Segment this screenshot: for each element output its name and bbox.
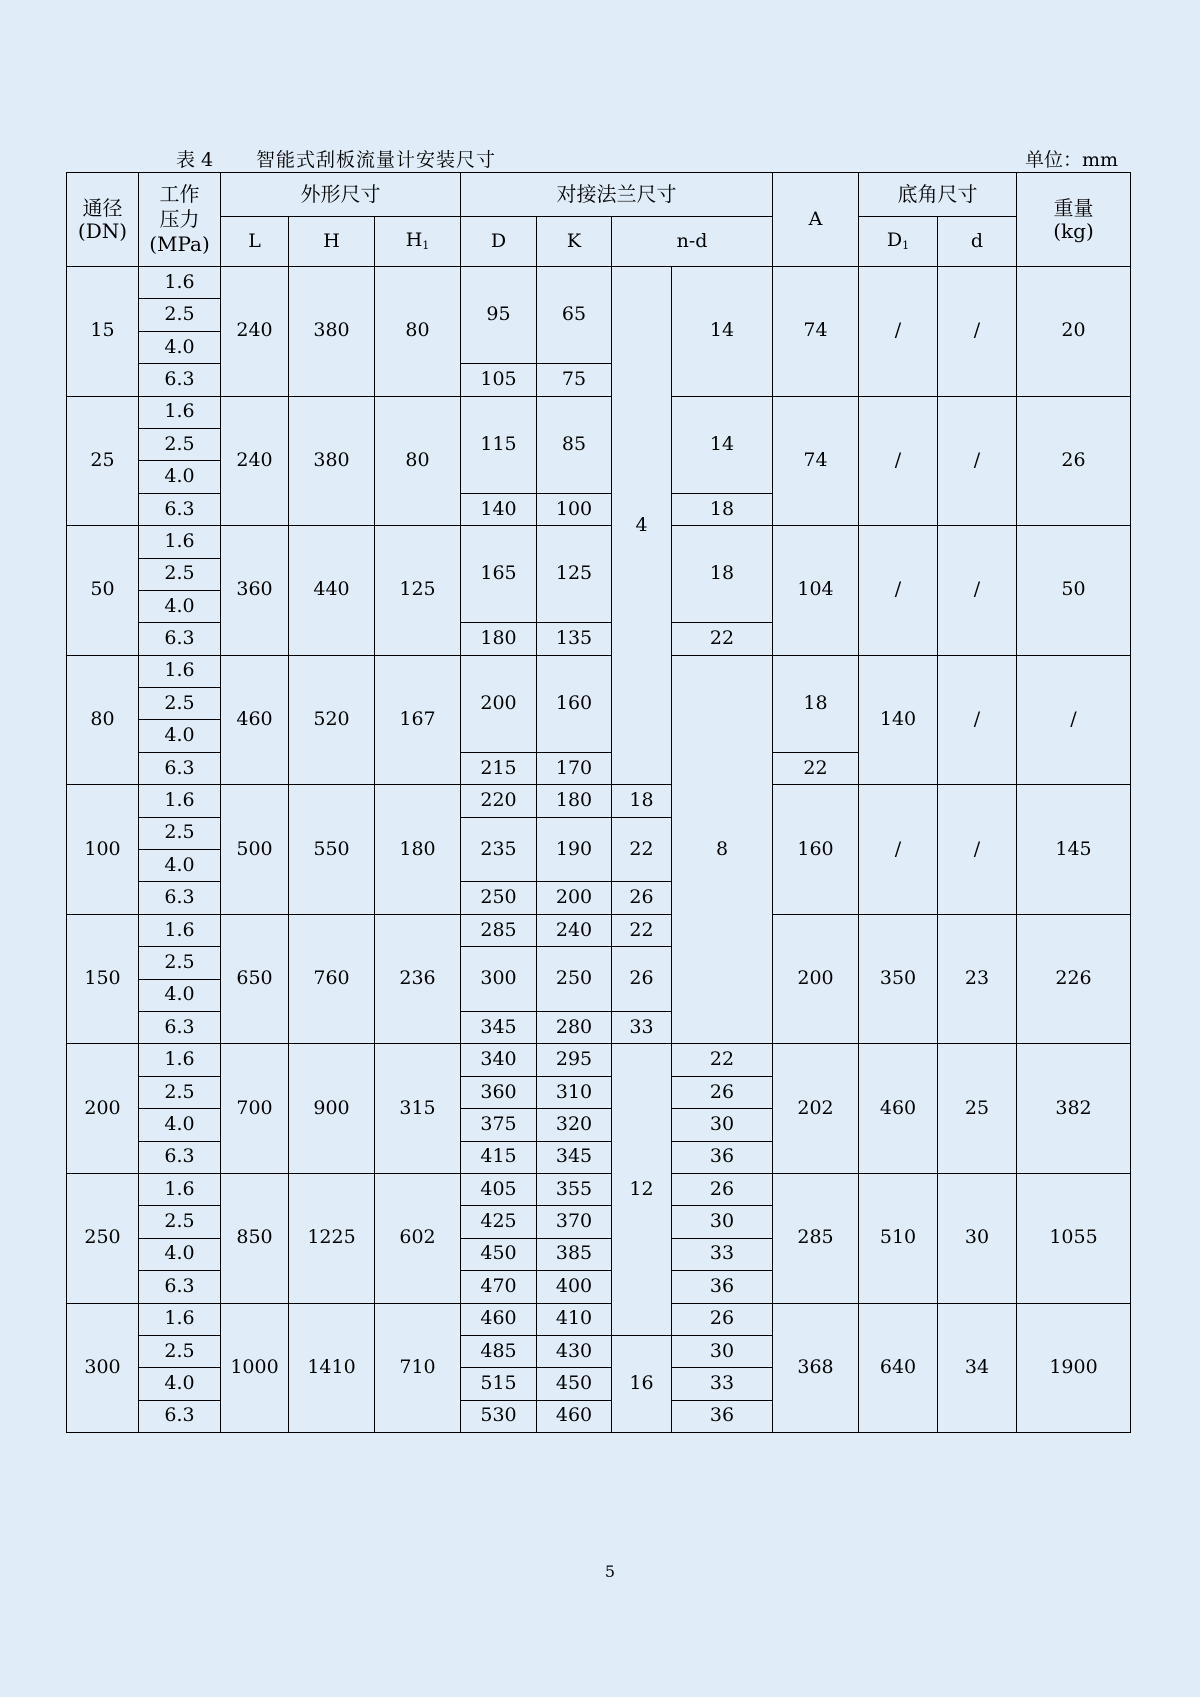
d-cell: 515 bbox=[461, 1368, 537, 1400]
a-cell: 368 bbox=[773, 1303, 859, 1433]
nd-cell: 33 bbox=[612, 1011, 672, 1043]
weight-cell: 20 bbox=[1017, 267, 1131, 397]
nd-cell: 18 bbox=[672, 526, 773, 623]
l-cell: 360 bbox=[221, 526, 289, 656]
h1-cell: 125 bbox=[375, 526, 461, 656]
table-row bbox=[67, 396, 1131, 428]
dn-cell: 300 bbox=[67, 1303, 139, 1433]
k-cell: 295 bbox=[537, 1044, 612, 1076]
foot-d-cell: / bbox=[938, 526, 1017, 656]
foot-d-cell: 34 bbox=[938, 1303, 1017, 1433]
a-cell: 202 bbox=[773, 1044, 859, 1174]
header-d: D bbox=[461, 217, 537, 267]
dn-cell: 25 bbox=[67, 396, 139, 526]
nd-cell: 30 bbox=[672, 1335, 773, 1367]
pressure-cell: 4.0 bbox=[139, 1368, 221, 1400]
d1-cell: 640 bbox=[859, 1303, 938, 1433]
h-cell: 550 bbox=[289, 785, 375, 915]
pressure-cell: 4.0 bbox=[139, 590, 221, 622]
nd-cell: 26 bbox=[672, 1303, 773, 1335]
d1-cell: / bbox=[859, 526, 938, 656]
pressure-cell: 4.0 bbox=[139, 979, 221, 1011]
nd-cell: 26 bbox=[672, 1173, 773, 1205]
nd-cell: 36 bbox=[672, 1141, 773, 1173]
h-cell: 520 bbox=[289, 655, 375, 785]
k-cell: 180 bbox=[537, 785, 612, 817]
pressure-cell: 2.5 bbox=[139, 558, 221, 590]
h-cell: 440 bbox=[289, 526, 375, 656]
table-caption bbox=[66, 141, 1130, 171]
k-cell: 355 bbox=[537, 1173, 612, 1205]
k-cell: 450 bbox=[537, 1368, 612, 1400]
table-row bbox=[67, 267, 1131, 299]
foot-d-cell: / bbox=[938, 785, 1017, 915]
weight-cell: 50 bbox=[1017, 526, 1131, 656]
table-number: 表 4 bbox=[176, 149, 214, 171]
header-foot-d: d bbox=[938, 217, 1017, 267]
nd-cell: 33 bbox=[672, 1368, 773, 1400]
l-cell: 240 bbox=[221, 396, 289, 526]
k-cell: 170 bbox=[537, 752, 612, 784]
pressure-cell: 4.0 bbox=[139, 1109, 221, 1141]
h1-cell: 315 bbox=[375, 1044, 461, 1174]
a-cell: 74 bbox=[773, 267, 859, 397]
d-cell: 450 bbox=[461, 1238, 537, 1270]
pressure-cell: 2.5 bbox=[139, 299, 221, 331]
dn-cell: 50 bbox=[67, 526, 139, 656]
h-cell: 900 bbox=[289, 1044, 375, 1174]
weight-cell: 226 bbox=[1017, 914, 1131, 1044]
foot-d-cell: / bbox=[1017, 655, 1131, 785]
d1-cell: / bbox=[859, 785, 938, 915]
page-number: 5 bbox=[604, 1562, 616, 1581]
pressure-cell: 1.6 bbox=[139, 785, 221, 817]
h1-cell: 236 bbox=[375, 914, 461, 1044]
k-cell: 345 bbox=[537, 1141, 612, 1173]
d-cell: 300 bbox=[461, 947, 537, 1012]
pressure-cell: 2.5 bbox=[139, 1335, 221, 1367]
table-row bbox=[67, 1303, 1131, 1335]
header-h: H bbox=[289, 217, 375, 267]
n-cell: 8 bbox=[672, 655, 773, 1044]
foot-d-cell: / bbox=[938, 396, 1017, 526]
h1-cell: 602 bbox=[375, 1173, 461, 1303]
d1-cell: 510 bbox=[859, 1173, 938, 1303]
d-cell: 375 bbox=[461, 1109, 537, 1141]
k-cell: 370 bbox=[537, 1206, 612, 1238]
d-cell: 215 bbox=[461, 752, 537, 784]
d-cell: 345 bbox=[461, 1011, 537, 1043]
d-cell: 425 bbox=[461, 1206, 537, 1238]
weight-cell: 26 bbox=[1017, 396, 1131, 526]
pressure-cell: 6.3 bbox=[139, 1400, 221, 1432]
pressure-cell: 6.3 bbox=[139, 1271, 221, 1303]
d-cell: 235 bbox=[461, 817, 537, 882]
pressure-cell: 2.5 bbox=[139, 428, 221, 460]
table-row bbox=[67, 1173, 1131, 1205]
h-cell: 1410 bbox=[289, 1303, 375, 1433]
d-cell: 485 bbox=[461, 1335, 537, 1367]
pressure-cell: 6.3 bbox=[139, 1141, 221, 1173]
d-cell: 165 bbox=[461, 526, 537, 623]
pressure-cell: 6.3 bbox=[139, 623, 221, 655]
nd-cell: 33 bbox=[672, 1238, 773, 1270]
pressure-cell: 1.6 bbox=[139, 267, 221, 299]
pressure-cell: 1.6 bbox=[139, 914, 221, 946]
nd-cell: 36 bbox=[672, 1400, 773, 1432]
n-cell: 4 bbox=[612, 267, 672, 785]
pressure-cell: 6.3 bbox=[139, 882, 221, 914]
pressure-cell: 4.0 bbox=[139, 850, 221, 882]
l-cell: 500 bbox=[221, 785, 289, 915]
pressure-cell: 1.6 bbox=[139, 1044, 221, 1076]
header-foot: 底角尺寸 bbox=[859, 173, 1017, 217]
header-flange: 对接法兰尺寸 bbox=[461, 173, 773, 217]
k-cell: 460 bbox=[537, 1400, 612, 1432]
l-cell: 240 bbox=[221, 267, 289, 397]
pressure-cell: 4.0 bbox=[139, 1238, 221, 1270]
nd-cell: 26 bbox=[612, 882, 672, 914]
dn-cell: 15 bbox=[67, 267, 139, 397]
weight-cell: 382 bbox=[1017, 1044, 1131, 1174]
header-weight: 重量 (kg) bbox=[1017, 173, 1131, 267]
l-cell: 650 bbox=[221, 914, 289, 1044]
l-cell: 460 bbox=[221, 655, 289, 785]
foot-d-cell: 30 bbox=[938, 1173, 1017, 1303]
pressure-cell: 2.5 bbox=[139, 1076, 221, 1108]
nd-cell: 22 bbox=[773, 752, 859, 784]
table-title: 智能式刮板流量计安装尺寸 bbox=[256, 149, 497, 171]
k-cell: 430 bbox=[537, 1335, 612, 1367]
d1-cell: 460 bbox=[859, 1044, 938, 1174]
nd-cell: 18 bbox=[773, 655, 859, 752]
pressure-cell: 6.3 bbox=[139, 364, 221, 396]
table-row bbox=[67, 785, 1131, 817]
pressure-cell: 2.5 bbox=[139, 1206, 221, 1238]
pressure-cell: 1.6 bbox=[139, 1303, 221, 1335]
h-cell: 1225 bbox=[289, 1173, 375, 1303]
a-cell: 74 bbox=[773, 396, 859, 526]
pressure-cell: 1.6 bbox=[139, 526, 221, 558]
weight-cell: 1900 bbox=[1017, 1303, 1131, 1433]
d-cell: 95 bbox=[461, 267, 537, 364]
k-cell: 100 bbox=[537, 493, 612, 525]
k-cell: 75 bbox=[537, 364, 612, 396]
pressure-cell: 6.3 bbox=[139, 752, 221, 784]
nd-cell: 22 bbox=[612, 914, 672, 946]
d-cell: 340 bbox=[461, 1044, 537, 1076]
dn-cell: 100 bbox=[67, 785, 139, 915]
pressure-cell: 1.6 bbox=[139, 1173, 221, 1205]
h-cell: 760 bbox=[289, 914, 375, 1044]
table-row bbox=[67, 655, 1131, 687]
header-dn: 通径 (DN) bbox=[67, 173, 139, 267]
a-cell: 104 bbox=[773, 526, 859, 656]
header-nd: n-d bbox=[612, 217, 773, 267]
d-cell: 220 bbox=[461, 785, 537, 817]
l-cell: 1000 bbox=[221, 1303, 289, 1433]
pressure-cell: 6.3 bbox=[139, 493, 221, 525]
k-cell: 135 bbox=[537, 623, 612, 655]
k-cell: 190 bbox=[537, 817, 612, 882]
nd-cell: 30 bbox=[672, 1206, 773, 1238]
pressure-cell: 4.0 bbox=[139, 461, 221, 493]
h1-cell: 167 bbox=[375, 655, 461, 785]
nd-cell: 26 bbox=[672, 1076, 773, 1108]
nd-cell: 30 bbox=[672, 1109, 773, 1141]
h1-cell: 180 bbox=[375, 785, 461, 915]
nd-cell: 14 bbox=[672, 396, 773, 493]
d-cell: 285 bbox=[461, 914, 537, 946]
pressure-cell: 4.0 bbox=[139, 331, 221, 363]
foot-d-cell: / bbox=[938, 267, 1017, 397]
d-cell: 105 bbox=[461, 364, 537, 396]
h-cell: 380 bbox=[289, 396, 375, 526]
k-cell: 125 bbox=[537, 526, 612, 623]
table-row bbox=[67, 914, 1131, 946]
h1-cell: 710 bbox=[375, 1303, 461, 1433]
header-k: K bbox=[537, 217, 612, 267]
d-cell: 415 bbox=[461, 1141, 537, 1173]
a-cell: 285 bbox=[773, 1173, 859, 1303]
nd-cell: 22 bbox=[612, 817, 672, 882]
d1-cell: / bbox=[859, 267, 938, 397]
d-cell: 250 bbox=[461, 882, 537, 914]
k-cell: 400 bbox=[537, 1271, 612, 1303]
nd-cell: 36 bbox=[672, 1271, 773, 1303]
nd-cell: 22 bbox=[672, 1044, 773, 1076]
pressure-cell: 4.0 bbox=[139, 720, 221, 752]
header-a: A bbox=[773, 173, 859, 267]
header-l: L bbox=[221, 217, 289, 267]
k-cell: 280 bbox=[537, 1011, 612, 1043]
a-cell: 140 bbox=[859, 655, 938, 785]
pressure-cell: 1.6 bbox=[139, 655, 221, 687]
weight-cell: 1055 bbox=[1017, 1173, 1131, 1303]
dn-cell: 150 bbox=[67, 914, 139, 1044]
nd-cell: 14 bbox=[672, 267, 773, 397]
header-pressure: 工作 压力 (MPa) bbox=[139, 173, 221, 267]
d-cell: 360 bbox=[461, 1076, 537, 1108]
l-cell: 850 bbox=[221, 1173, 289, 1303]
dn-cell: 250 bbox=[67, 1173, 139, 1303]
dn-cell: 80 bbox=[67, 655, 139, 785]
d1-cell: / bbox=[859, 396, 938, 526]
k-cell: 310 bbox=[537, 1076, 612, 1108]
pressure-cell: 6.3 bbox=[139, 1011, 221, 1043]
foot-d-cell: 25 bbox=[938, 1044, 1017, 1174]
k-cell: 65 bbox=[537, 267, 612, 364]
d-cell: 140 bbox=[461, 493, 537, 525]
d-cell: 405 bbox=[461, 1173, 537, 1205]
h1-cell: 80 bbox=[375, 396, 461, 526]
k-cell: 160 bbox=[537, 655, 612, 752]
header-outline: 外形尺寸 bbox=[221, 173, 461, 217]
pressure-cell: 2.5 bbox=[139, 688, 221, 720]
d1-cell: 350 bbox=[859, 914, 938, 1044]
nd-cell: 18 bbox=[612, 785, 672, 817]
d-cell: 180 bbox=[461, 623, 537, 655]
header-d1: $D_1$ bbox=[859, 217, 938, 267]
n-cell: 16 bbox=[612, 1335, 672, 1432]
table-row bbox=[67, 526, 1131, 558]
foot-d-cell: 23 bbox=[938, 914, 1017, 1044]
d-cell: 200 bbox=[461, 655, 537, 752]
pressure-cell: 2.5 bbox=[139, 817, 221, 849]
installation-dimensions-table bbox=[66, 172, 1131, 1433]
nd-cell: 26 bbox=[612, 947, 672, 1012]
k-cell: 250 bbox=[537, 947, 612, 1012]
k-cell: 320 bbox=[537, 1109, 612, 1141]
d-cell: 470 bbox=[461, 1271, 537, 1303]
h1-cell: 80 bbox=[375, 267, 461, 397]
weight-cell: 145 bbox=[1017, 785, 1131, 915]
a-cell: 200 bbox=[773, 914, 859, 1044]
k-cell: 200 bbox=[537, 882, 612, 914]
n-cell: 12 bbox=[612, 1044, 672, 1336]
nd-cell: 18 bbox=[672, 493, 773, 525]
header-h1: $H_1$ bbox=[375, 217, 461, 267]
table-row bbox=[67, 1044, 1131, 1076]
pressure-cell: 1.6 bbox=[139, 396, 221, 428]
d-cell: 115 bbox=[461, 396, 537, 493]
l-cell: 700 bbox=[221, 1044, 289, 1174]
unit-label: 单位：mm bbox=[1024, 149, 1118, 171]
d-cell: 460 bbox=[461, 1303, 537, 1335]
a-cell: 160 bbox=[773, 785, 859, 915]
k-cell: 385 bbox=[537, 1238, 612, 1270]
pressure-cell: 2.5 bbox=[139, 947, 221, 979]
nd-cell: 22 bbox=[672, 623, 773, 655]
dn-cell: 200 bbox=[67, 1044, 139, 1174]
k-cell: 410 bbox=[537, 1303, 612, 1335]
d1-cell: / bbox=[938, 655, 1017, 785]
h-cell: 380 bbox=[289, 267, 375, 397]
k-cell: 85 bbox=[537, 396, 612, 493]
k-cell: 240 bbox=[537, 914, 612, 946]
d-cell: 530 bbox=[461, 1400, 537, 1432]
